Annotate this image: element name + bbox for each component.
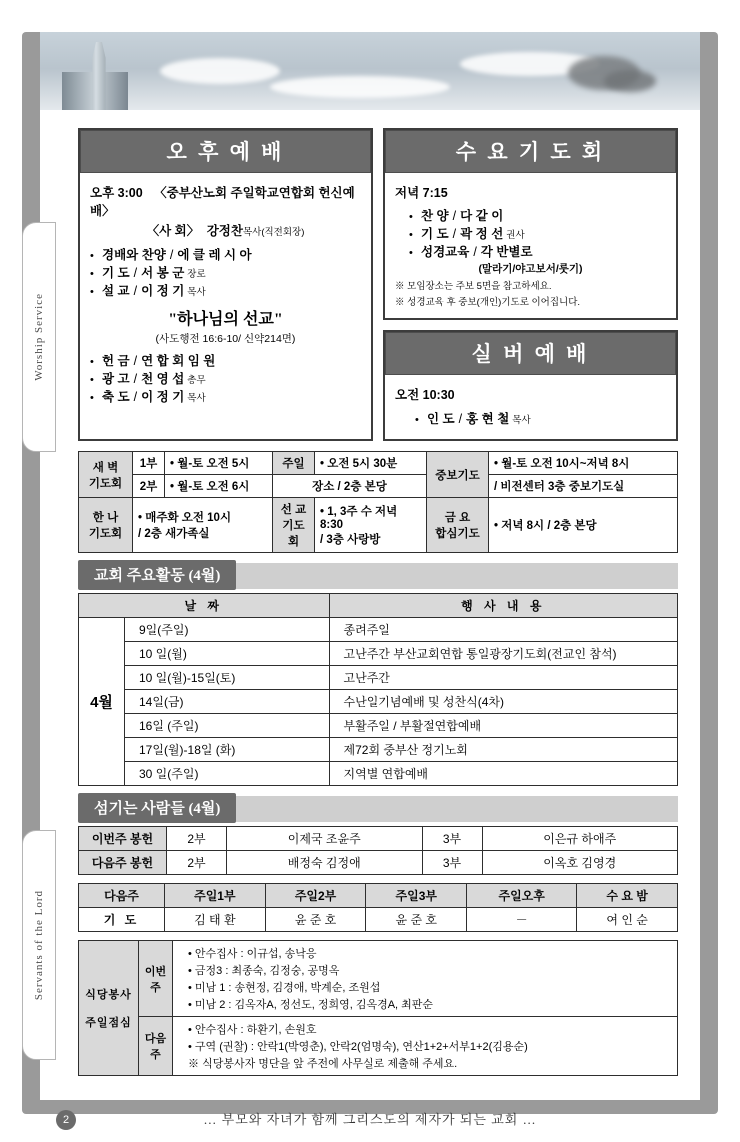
- afternoon-item-key: 설 교: [102, 284, 130, 298]
- activity-event: 수난일기념예배 및 성찬식(4차): [329, 690, 677, 714]
- meal-item: • 안수집사 : 이규섭, 송낙응: [188, 945, 672, 961]
- afternoon-item-role: 목사: [187, 393, 206, 404]
- bullet-dot-icon: •: [409, 211, 413, 223]
- table-row: [79, 452, 678, 475]
- table-row: [79, 738, 678, 762]
- afternoon-service-card: [78, 128, 373, 441]
- table-row: [79, 642, 678, 666]
- sunday-label: 주일: [273, 452, 315, 475]
- afternoon-item: [90, 263, 361, 281]
- dawn-prayer-label: [79, 452, 133, 498]
- activity-date: 9일(주일): [125, 618, 330, 642]
- activity-date: 16일 (주일): [125, 714, 330, 738]
- wednesday-item: [395, 242, 666, 260]
- afternoon-item-value: 에 클 레 시 아: [177, 248, 252, 262]
- mission-label-1: 선 교: [280, 504, 307, 516]
- afternoon-item-key: 경배와 찬양: [102, 248, 166, 262]
- prayer-col-sunday1: 주일1부: [165, 884, 266, 908]
- sermon-verse: (사도행전 16:6-10/ 신약214면): [155, 333, 296, 345]
- wednesday-item-key: 찬 양: [421, 209, 449, 223]
- afternoon-item-key: 헌 금: [102, 354, 130, 368]
- friday-label-1: 금 요: [444, 512, 471, 524]
- afternoon-item-value: 연 합 회 임 원: [141, 354, 216, 368]
- afternoon-host-role: 목사: [242, 227, 262, 238]
- meal-item: • 미남 2 : 김옥자A, 정선도, 정희영, 김옥경A, 최판순: [188, 996, 672, 1012]
- table-row: [79, 762, 678, 786]
- afternoon-item-role: 장로: [187, 269, 206, 280]
- silver-service-title: 실 버 예 배: [385, 332, 676, 375]
- afternoon-item: [90, 387, 361, 405]
- afternoon-service-body: [80, 173, 371, 415]
- prayer-col-sunday3: 주일3부: [366, 884, 467, 908]
- meal-label-2: 주일점심: [85, 1017, 132, 1029]
- afternoon-item-role: 목사: [187, 287, 206, 298]
- bullet-dot-icon: •: [90, 374, 94, 386]
- silver-service-card: [383, 330, 678, 441]
- offering-this-week-label: 이번주 봉헌: [79, 827, 167, 851]
- table-row: [79, 666, 678, 690]
- intercession-time: • 월-토 오전 10시~저녁 8시: [489, 452, 678, 475]
- activity-event: 지역별 연합예배: [329, 762, 677, 786]
- dawn-prayer-label-1: 새 벽: [92, 461, 119, 474]
- table-row: [79, 941, 678, 1017]
- servants-heading: 섬기는 사람들 (4월): [78, 793, 236, 823]
- table-row: [79, 618, 678, 642]
- bullet-dot-icon: •: [90, 250, 94, 262]
- activity-event: 고난주간: [329, 666, 677, 690]
- slash-separator: /: [133, 390, 138, 404]
- wednesday-item-key: 성경교육: [421, 245, 470, 259]
- activity-date: 17일(월)-18일 (화): [125, 738, 330, 762]
- wednesday-note-2: ※ 성경교육 후 중보(개인)기도로 이어집니다.: [395, 297, 581, 308]
- meal-service-label: [79, 941, 139, 1076]
- slash-separator: /: [133, 354, 138, 368]
- offering-names-2: 이제국 조윤주: [227, 827, 423, 851]
- wednesday-prayer-card: [383, 128, 678, 320]
- dark-cloud-shape: [604, 70, 656, 92]
- offering-part-2: 2부: [167, 851, 227, 875]
- slash-separator: /: [169, 248, 174, 262]
- hannah-time-line2: / 2층 새가족실: [138, 528, 210, 540]
- prayer-meeting-table: [78, 451, 678, 553]
- activities-month: 4월: [79, 618, 125, 786]
- mission-prayer-label: [273, 498, 315, 553]
- activities-col-date: 날 짜: [79, 594, 330, 618]
- prayer-next-week-label: 다음주: [79, 884, 165, 908]
- afternoon-host-extra: (직전회장): [261, 227, 305, 238]
- bullet-dot-icon: •: [409, 247, 413, 259]
- sermon-title: "하나님의 선교": [168, 311, 283, 328]
- table-header-row: [79, 594, 678, 618]
- prayer-col-sunday2: 주일2부: [265, 884, 366, 908]
- friday-prayer-label: [427, 498, 489, 553]
- top-row: [78, 128, 678, 441]
- mission-time-line2: / 3층 사랑방: [320, 534, 381, 546]
- afternoon-item-key: 기 도: [102, 266, 130, 280]
- slash-separator: /: [473, 245, 477, 259]
- mission-label-2: 기도회: [282, 520, 305, 548]
- dawn-time-1: • 월-토 오전 5시: [165, 452, 273, 475]
- table-row: [79, 690, 678, 714]
- afternoon-host-name: 강정찬: [206, 224, 243, 238]
- activity-date: 10 일(월)-15일(토): [125, 666, 330, 690]
- activity-date: 10 일(월): [125, 642, 330, 666]
- offering-next-week-label: 다음주 봉헌: [79, 851, 167, 875]
- table-header-row: [79, 884, 678, 908]
- header-banner-image: [40, 32, 700, 114]
- prayer-leaders-table: [78, 883, 678, 932]
- silver-item-value: 홍 현 철: [466, 412, 510, 426]
- table-row: [79, 498, 678, 553]
- main-content: [78, 128, 678, 1076]
- offering-part-2: 2부: [167, 827, 227, 851]
- cloud-shape: [160, 58, 280, 84]
- dawn-time-2: • 월-토 오전 6시: [165, 475, 273, 498]
- afternoon-item-value: 이 정 기: [141, 284, 185, 298]
- silver-body: [385, 375, 676, 439]
- table-row: [79, 851, 678, 875]
- activities-col-event: 행 사 내 용: [329, 594, 677, 618]
- side-tab-servants-label: Servants of the Lord: [33, 889, 45, 1001]
- prayer-leader-sunday-afternoon: －: [467, 908, 577, 932]
- bullet-dot-icon: •: [90, 286, 94, 298]
- wednesday-note-1: ※ 모임장소는 주보 5면을 참고하세요.: [395, 281, 552, 292]
- afternoon-host-label: 〈사 회〉: [146, 224, 200, 238]
- activity-event: 제72회 중부산 정기노회: [329, 738, 677, 762]
- dawn-part-1: 1부: [133, 452, 165, 475]
- hannah-label-2: 기도회: [88, 528, 123, 540]
- afternoon-item-value: 이 정 기: [141, 390, 185, 404]
- afternoon-item: [90, 281, 361, 299]
- dawn-prayer-label-2: 기도회: [88, 477, 123, 490]
- mission-time-line1: • 1, 3주 수 저녁 8:30: [320, 506, 398, 531]
- wednesday-body: [385, 173, 676, 318]
- bullet-dot-icon: •: [90, 392, 94, 404]
- table-row: [79, 714, 678, 738]
- afternoon-time-row: [90, 183, 361, 219]
- silver-item: [395, 409, 666, 427]
- afternoon-time: 오후 3:00: [90, 186, 143, 200]
- afternoon-item-value: 천 영 섭: [141, 372, 185, 386]
- hannah-label-1: 한 나: [92, 512, 119, 524]
- slash-separator: /: [452, 227, 457, 241]
- table-row: [79, 827, 678, 851]
- offering-names-3: 이은규 하애주: [482, 827, 678, 851]
- meal-next-week-list: [173, 1017, 678, 1076]
- activities-heading: 교회 주요활동 (4월): [78, 560, 236, 590]
- table-row: [79, 475, 678, 498]
- sunday-location: 장소 / 2층 본당: [273, 475, 427, 498]
- offering-part-3: 3부: [422, 827, 482, 851]
- intercession-place: / 비전센터 3층 중보기도실: [489, 475, 678, 498]
- prayer-col-wednesday-night: 수 요 밤: [577, 884, 678, 908]
- wednesday-item: [395, 224, 666, 242]
- slash-separator: /: [133, 284, 138, 298]
- afternoon-host-row: [90, 221, 361, 239]
- activity-event: 고난주간 부산교회연합 통일광장기도회(전교인 참석): [329, 642, 677, 666]
- wednesday-subnote: (말라기/야고보서/룻기): [478, 263, 583, 275]
- hannah-prayer-label: [79, 498, 133, 553]
- mission-time: [315, 498, 427, 553]
- afternoon-time-note: 〈중부산노회 주일학교연합회 헌신예배〉: [90, 186, 355, 218]
- hannah-time-line1: • 매주화 오전 10시: [138, 512, 232, 524]
- wednesday-item: [395, 206, 666, 224]
- offering-names-2: 배정숙 김정애: [227, 851, 423, 875]
- wednesday-item-value: 각 반별로: [480, 245, 533, 259]
- slash-separator: /: [452, 209, 457, 223]
- prayer-leader-sunday1: 김 태 환: [165, 908, 266, 932]
- offering-names-3: 이옥호 김영경: [482, 851, 678, 875]
- meal-item: • 미남 1 : 송현정, 김경애, 박계순, 조원섭: [188, 979, 672, 995]
- activities-heading-bar: [78, 563, 678, 589]
- activity-date: 14일(금): [125, 690, 330, 714]
- table-row: [79, 1017, 678, 1076]
- afternoon-item-key: 광 고: [102, 372, 130, 386]
- right-column: [383, 128, 678, 441]
- side-tab-servants: [22, 830, 56, 1060]
- afternoon-item-value: 서 봉 군: [141, 266, 185, 280]
- page-number: 2: [56, 1110, 76, 1130]
- afternoon-item-key: 축 도: [102, 390, 130, 404]
- afternoon-item: [90, 369, 361, 387]
- prayer-leader-sunday2: 윤 준 호: [265, 908, 366, 932]
- meal-item: • 안수집사 : 하환기, 손원호: [188, 1021, 672, 1037]
- silver-time: 오전 10:30: [395, 388, 455, 402]
- slash-separator: /: [133, 372, 138, 386]
- slash-separator: /: [133, 266, 138, 280]
- intercession-label: 중보기도: [427, 452, 489, 498]
- servants-heading-bar: [78, 796, 678, 822]
- prayer-col-sunday-afternoon: 주일오후: [467, 884, 577, 908]
- meal-notice: ※ 식당봉사자 명단을 앞 주전에 사무실로 제출해 주세요.: [188, 1055, 672, 1071]
- footer-slogan: … 부모와 자녀가 함께 그리스도의 제자가 되는 교회 …: [203, 1112, 537, 1127]
- wednesday-item-value: 다 같 이: [460, 209, 504, 223]
- bullet-dot-icon: •: [415, 414, 419, 426]
- activity-event: 종려주일: [329, 618, 677, 642]
- friday-label-2: 합심기도: [435, 528, 480, 540]
- sunday-time: • 오전 5시 30분: [315, 452, 427, 475]
- hannah-time: [133, 498, 273, 553]
- cloud-shape: [270, 76, 450, 98]
- activities-table: [78, 593, 678, 786]
- meal-item: • 금정3 : 최종숙, 김정숭, 공명옥: [188, 962, 672, 978]
- wednesday-item-role: 권사: [506, 230, 525, 241]
- afternoon-item: [90, 351, 361, 369]
- meal-this-week-list: [173, 941, 678, 1017]
- side-tab-worship-label: Worship Service: [33, 293, 45, 381]
- bullet-dot-icon: •: [90, 356, 94, 368]
- meal-label-1: 식당봉사: [85, 989, 132, 1001]
- prayer-row-label: 기 도: [79, 908, 165, 932]
- prayer-leader-sunday3: 윤 준 호: [366, 908, 467, 932]
- slash-separator: /: [458, 412, 463, 426]
- side-tab-worship-service: [22, 222, 56, 452]
- friday-time: • 저녁 8시 / 2층 본당: [489, 498, 678, 553]
- meal-this-week-label: 이번주: [139, 941, 173, 1017]
- afternoon-item: [90, 245, 361, 263]
- meal-service-table: [78, 940, 678, 1076]
- silver-item-key: 인 도: [427, 412, 455, 426]
- bullet-dot-icon: •: [409, 229, 413, 241]
- dawn-part-2: 2부: [133, 475, 165, 498]
- activity-event: 부활주일 / 부활절연합예배: [329, 714, 677, 738]
- offering-part-3: 3부: [422, 851, 482, 875]
- meal-item: • 구역 (권찰) : 안락1(박영춘), 안락2(엄명숙), 연산1+2+서부1+2(김용순): [188, 1038, 672, 1054]
- meal-next-week-label: 다음주: [139, 1017, 173, 1076]
- silver-item-role: 목사: [512, 415, 531, 426]
- activity-date: 30 일(주일): [125, 762, 330, 786]
- wednesday-item-key: 기 도: [421, 227, 449, 241]
- bullet-dot-icon: •: [90, 268, 94, 280]
- wednesday-time: 저녁 7:15: [395, 186, 448, 200]
- afternoon-item-role: 총무: [187, 375, 206, 386]
- wednesday-prayer-title: 수 요 기 도 회: [385, 130, 676, 173]
- afternoon-service-title: 오 후 예 배: [80, 130, 371, 173]
- prayer-leader-wednesday-night: 여 인 순: [577, 908, 678, 932]
- offering-servants-table: [78, 826, 678, 875]
- wednesday-item-value: 곽 정 선: [460, 227, 504, 241]
- table-row: [79, 908, 678, 932]
